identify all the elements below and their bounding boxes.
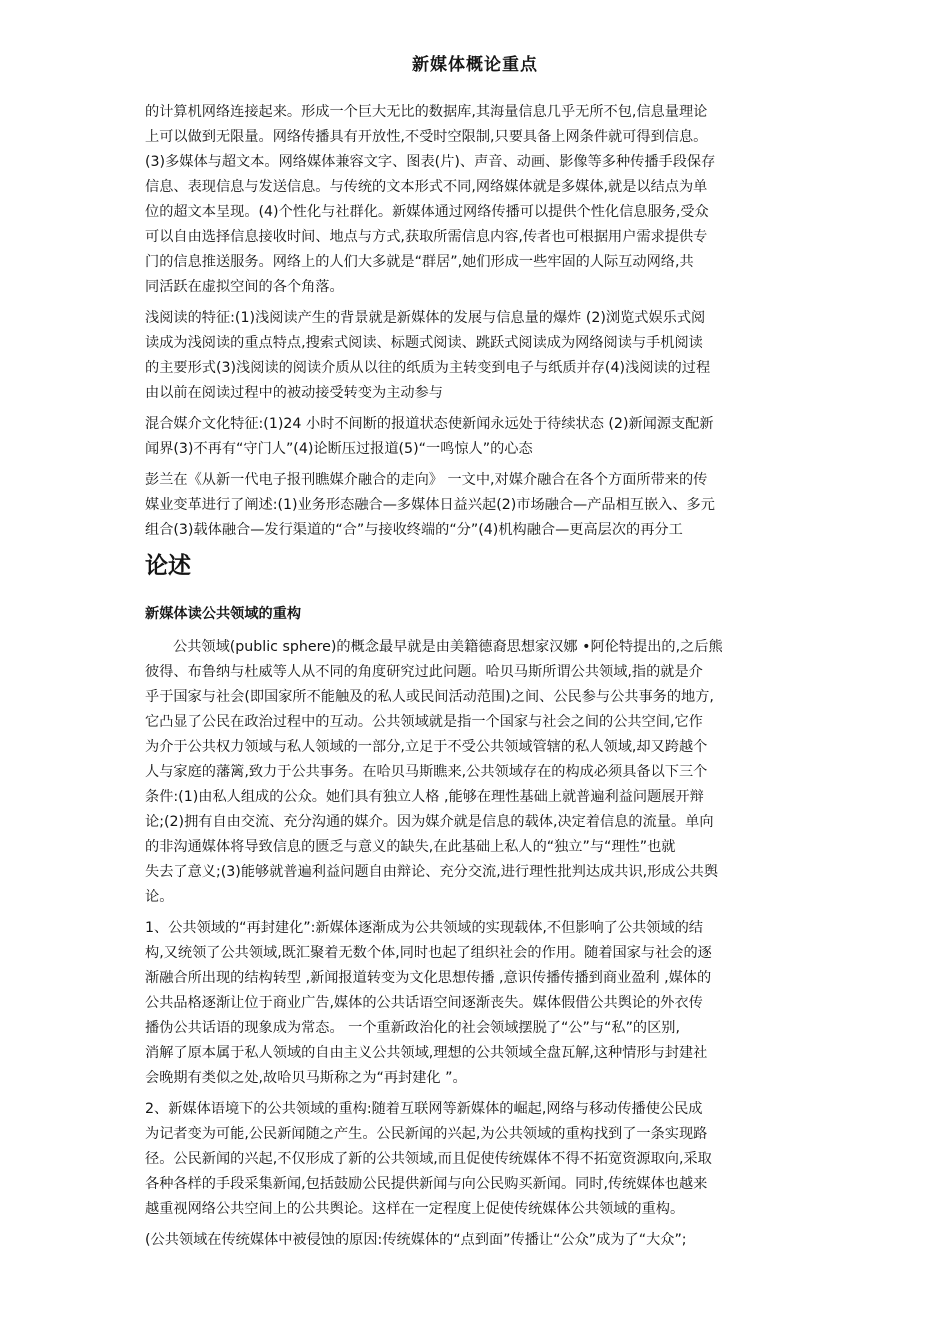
bottom-paragraphs bbox=[145, 635, 810, 1253]
paragraph bbox=[145, 468, 810, 543]
text-line: (公共领域在传统媒体中被侵蚀的原因:传统媒体的“点到面”传播让“公众”成为了“大众”; bbox=[145, 1232, 687, 1248]
text-line: 会晚期有类似之处,故哈贝马斯称之为“再封建化 ”。 bbox=[145, 1070, 467, 1086]
text-line: 闻界(3)不再有“守门人”(4)论断压过报道(5)“一鸣惊人”的心态 bbox=[145, 441, 533, 457]
text-line: 可以自由选择信息接收时间、地点与方式,获取所需信息内容,传者也可根据用户需求提供专 bbox=[145, 229, 708, 245]
text-line: 构,又统领了公共领域,既汇聚着无数个体,同时也起了组织社会的作用。随着国家与社会的逐 bbox=[145, 945, 712, 961]
text-line: 由以前在阅读过程中的被动接受转变为主动参与 bbox=[145, 385, 443, 401]
text-line: 各种各样的手段采集新闻,包括鼓励公民提供新闻与向公民购买新闻。同时,传统媒体也越来 bbox=[145, 1176, 708, 1192]
text-line: 彭兰在《从新一代电子报刊瞧媒介融合的走向》 一文中,对媒介融合在各个方面所带来的传 bbox=[145, 472, 708, 488]
text-line: 径。公民新闻的兴起,不仅形成了新的公共领域,而且促使传统媒体不得不拓宽资源取向,采取 bbox=[145, 1151, 712, 1167]
text-line: 信息、表现信息与发送信息。与传统的文本形式不同,网络媒体就是多媒体,就是以结点为单 bbox=[145, 179, 708, 195]
text-line: 论;(2)拥有自由交流、充分沟通的媒介。因为媒介就是信息的载体,决定着信息的流量。单向 bbox=[145, 814, 714, 830]
top-paragraphs bbox=[145, 100, 810, 543]
paragraph bbox=[145, 306, 810, 406]
page-title: 新媒体概论重点 bbox=[412, 55, 538, 75]
subsection-title: 新媒体读公共领域的重构 bbox=[145, 606, 302, 622]
paragraph bbox=[145, 916, 810, 1091]
text-line: 读成为浅阅读的重点特点,搜索式阅读、标题式阅读、跳跃式阅读成为网络阅读与手机阅读 bbox=[145, 335, 703, 351]
text-line: 的主要形式(3)浅阅读的阅读介质从以往的纸质为主转变到电子与纸质并存(4)浅阅读的过程 bbox=[145, 360, 711, 376]
text-line: 混合媒介文化特征:(1)24 小时不间断的报道状态使新闻永远处于待续状态 (2)新闻源支配新 bbox=[145, 416, 714, 432]
paragraph bbox=[145, 1228, 810, 1253]
section-title: 论述 bbox=[145, 553, 191, 579]
text-line: 同活跃在虚拟空间的各个角落。 bbox=[145, 279, 344, 295]
text-line: 公共领域(public sphere)的概念最早就是由美籍德裔思想家汉娜 •阿伦特提出的,之后熊 bbox=[173, 639, 723, 655]
text-line: 的非沟通媒体将导致信息的匮乏与意义的缺失,在此基础上私人的“独立”与“理性”也就 bbox=[145, 839, 676, 855]
paragraph bbox=[145, 1097, 810, 1222]
text-line: 2、新媒体语境下的公共领域的重构:随着互联网等新媒体的崛起,网络与移动传播使公民成 bbox=[145, 1101, 703, 1117]
text-line: 的计算机网络连接起来。形成一个巨大无比的数据库,其海量信息几乎无所不包,信息量理论 bbox=[145, 104, 708, 120]
text-line: 1、公共领域的“再封建化”:新媒体逐渐成为公共领域的实现载体,不但影响了公共领域的结 bbox=[145, 920, 703, 936]
text-line: 论。 bbox=[145, 889, 174, 905]
text-line: 为记者变为可能,公民新闻随之产生。公民新闻的兴起,为公共领域的重构找到了一条实现路 bbox=[145, 1126, 708, 1142]
text-line: 消解了原本属于私人领域的自由主义公共领域,理想的公共领域全盘瓦解,这种情形与封建社 bbox=[145, 1045, 708, 1061]
text-line: 组合(3)载体融合—发行渠道的“合”与接收终端的“分”(4)机构融合—更高层次的再分工 bbox=[145, 522, 683, 538]
text-line: 它凸显了公民在政治过程中的互动。公共领域就是指一个国家与社会之间的公共空间,它作 bbox=[145, 714, 703, 730]
paragraph bbox=[145, 635, 810, 910]
text-line: 公共品格逐渐让位于商业广告,媒体的公共话语空间逐渐丧失。媒体假借公共舆论的外衣传 bbox=[145, 995, 703, 1011]
text-line: 失去了意义;(3)能够就普遍利益问题自由辩论、充分交流,进行理性批判达成共识,形成公共舆 bbox=[145, 864, 719, 880]
text-line: 播伪公共话语的现象成为常态。 一个重新政治化的社会领域摆脱了“公”与“私”的区别, bbox=[145, 1020, 680, 1036]
text-line: 为介于公共权力领域与私人领域的一部分,立足于不受公共领域管辖的私人领域,却又跨越个 bbox=[145, 739, 708, 755]
text-line: 位的超文本呈现。(4)个性化与社群化。新媒体通过网络传播可以提供个性化信息服务,受众 bbox=[145, 204, 709, 220]
text-line: 乎于国家与社会(即国家所不能触及的私人或民间活动范围)之间、公民参与公共事务的地方, bbox=[145, 689, 714, 705]
text-line: 门的信息推送服务。网络上的人们大多就是“群居”,她们形成一些牢固的人际互动网络,共 bbox=[145, 254, 694, 270]
text-line: 越重视网络公共空间上的公共舆论。这样在一定程度上促使传统媒体公共领域的重构。 bbox=[145, 1201, 685, 1217]
text-line: 渐融合所出现的结构转型 ,新闻报道转变为文化思想传播 ,意识传播传播到商业盈利 ,媒体的 bbox=[145, 970, 712, 986]
text-line: 媒业变革进行了阐述:(1)业务形态融合—多媒体日益兴起(2)市场融合—产品相互嵌入、多元 bbox=[145, 497, 715, 513]
paragraph bbox=[145, 100, 810, 300]
text-line: 彼得、布鲁纳与杜威等人从不同的角度研究过此问题。哈贝马斯所谓公共领域,指的就是介 bbox=[145, 664, 703, 680]
text-line: (3)多媒体与超文本。网络媒体兼容文字、图表(片)、声音、动画、影像等多种传播手段保存 bbox=[145, 154, 716, 170]
paragraph bbox=[145, 412, 810, 462]
text-line: 浅阅读的特征:(1)浅阅读产生的背景就是新媒体的发展与信息量的爆炸 (2)浏览式娱乐式阅 bbox=[145, 310, 706, 326]
text-line: 人与家庭的藩篱,致力于公共事务。在哈贝马斯瞧来,公共领域存在的构成必须具备以下三个 bbox=[145, 764, 708, 780]
document-body bbox=[145, 100, 810, 1259]
text-line: 条件:(1)由私人组成的公众。她们具有独立人格 ,能够在理性基础上就普遍利益问题展开辩 bbox=[145, 789, 704, 805]
text-line: 上可以做到无限量。网络传播具有开放性,不受时空限制,只要具备上网条件就可得到信息。 bbox=[145, 129, 708, 145]
